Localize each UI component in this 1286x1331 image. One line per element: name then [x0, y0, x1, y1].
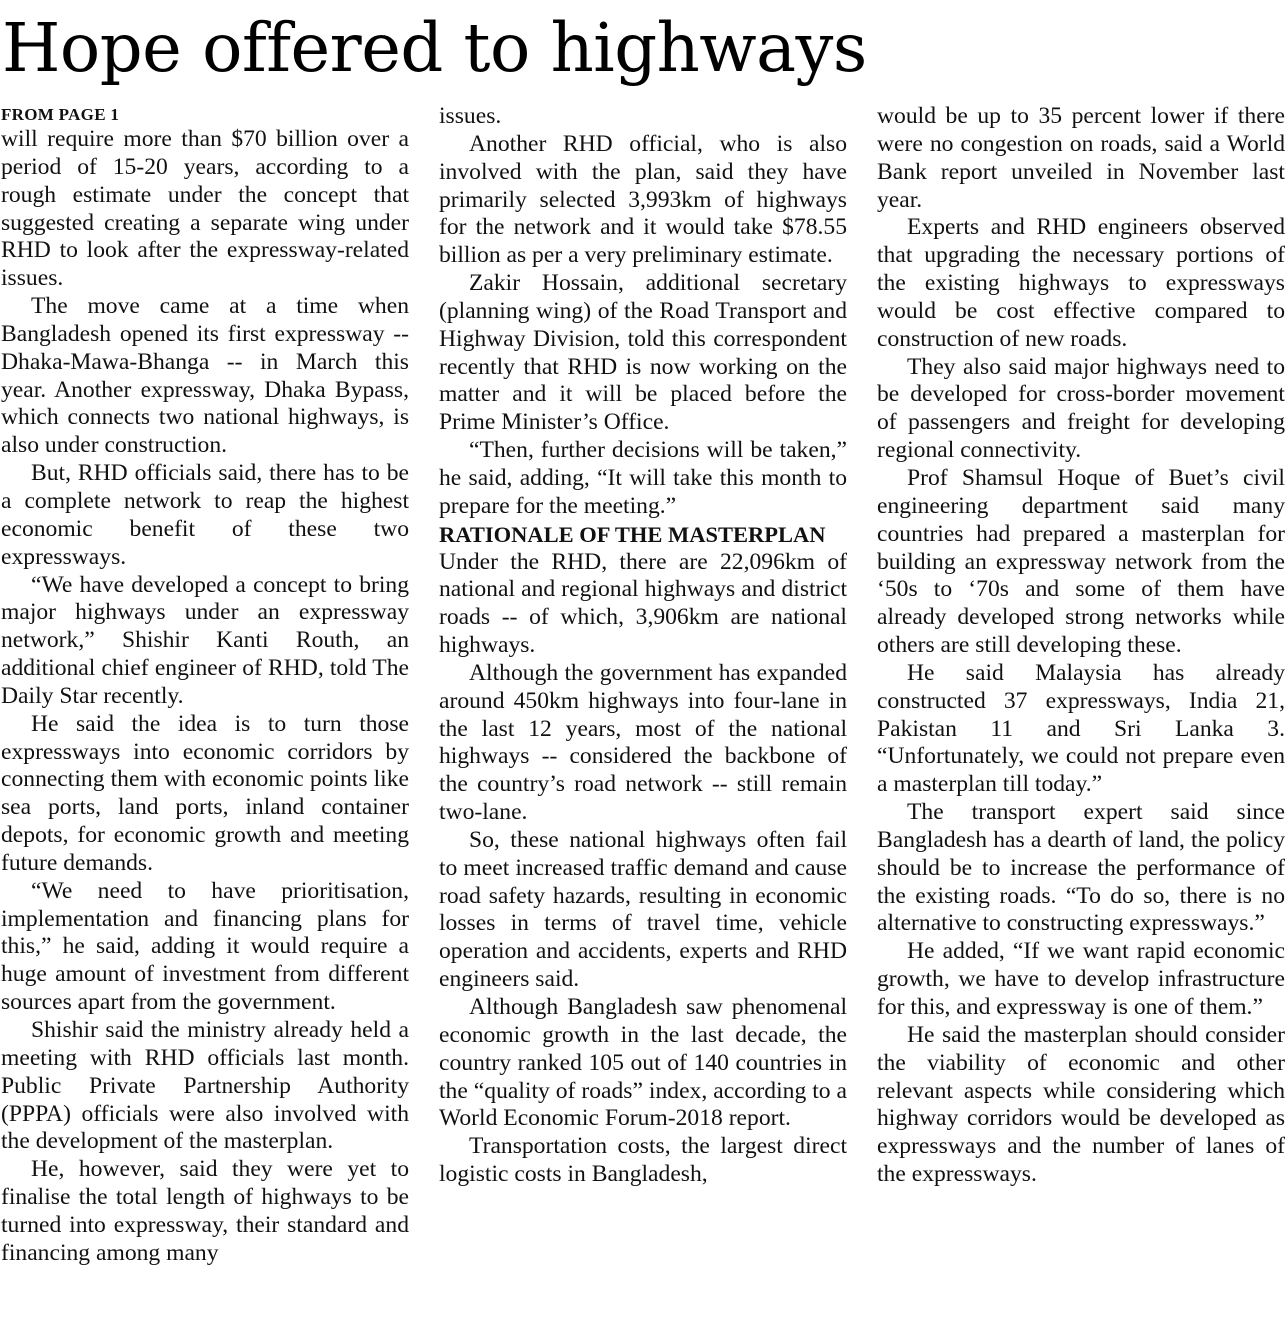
paragraph: Another RHD official, who is also involved with the plan, said they have primarily selected 3,993km of highways for the network and it would take $78.55 billion as per a very preliminary estimate. [439, 130, 847, 269]
paragraph: He, however, said they were yet to finalise the total length of highways to be turned into expressway, their standard and financing among many [1, 1156, 409, 1266]
section-subhead: RATIONALE OF THE MASTERPLAN [439, 521, 826, 547]
paragraph: Experts and RHD engineers observed that upgrading the necessary portions of the existing highways to expressways would be cost effective compared to construction of new roads. [877, 214, 1285, 352]
paragraph: The transport expert said since Bangladesh has a dearth of land, the policy should be to increase the performance of the existing roads. “To do so, there is no alternative to constructing expressways.” [877, 799, 1285, 937]
paragraph: He added, “If we want rapid economic growth, we have to develop infrastructure for this, and expressway is one of them.” [877, 938, 1285, 1020]
paragraph: issues. [439, 103, 502, 129]
paragraph: will require more than $70 billion over a period of 15-20 years, according to a rough estimate under the concept that suggested creating a separate wing under RHD to look after the expressway-related issues. [1, 126, 409, 292]
paragraph: “Then, further decisions will be taken,” he said, adding, “It will take this month to prepare for the meeting.” [439, 437, 847, 519]
paragraph: Although the government has expanded around 450km highways into four-lane in the last 12 years, most of the national highways -- considered the backbone of the country’s road network -- still remain two-lane. [439, 659, 847, 826]
paragraph: Transportation costs, the largest direct logistic costs in Bangladesh, [439, 1133, 847, 1188]
paragraph: would be up to 35 percent lower if there were no congestion on roads, said a World Bank report unveiled in November last year. [877, 103, 1285, 213]
paragraph: Under the RHD, there are 22,096km of national and regional highways and district roads -- of which, 3,906km are national highways. [439, 548, 847, 659]
paragraph: Zakir Hossain, additional secretary (planning wing) of the Road Transport and Highway Division, told this correspondent recently that RHD is now working on the matter and it will be placed before the Prime Minister’s Office. [439, 270, 847, 436]
paragraph: Although Bangladesh saw phenomenal economic growth in the last decade, the country ranked 105 out of 140 countries in the “quality of roads” index, according to a World Economic Forum-2018 report. [439, 994, 847, 1132]
paragraph: Shishir said the ministry already held a meeting with RHD officials last month. Public Private Partnership Authority (PPPA) officials were also involved with the development of the masterplan. [1, 1017, 409, 1155]
headline: Hope offered to highways [2, 9, 867, 87]
paragraph: He said the idea is to turn those expressways into economic corridors by connecting them with economic points like sea ports, land ports, inland container depots, for economic growth and meeting future demands. [1, 710, 409, 876]
article-column-3 [877, 103, 1285, 1329]
paragraph: He said Malaysia has already constructed 37 expressways, India 21, Pakistan 11 and Sri Lanka 3. “Unfortunately, we could not prepare even a masterplan till today.” [877, 659, 1285, 798]
paragraph: Prof Shamsul Hoque of Buet’s civil engineering department said many countries had prepared a masterplan for building an expressway network from the ‘50s to ‘70s and some of them have already developed strong networks while others are still developing these. [877, 464, 1285, 659]
article-column-2 [439, 103, 847, 1329]
paragraph: The move came at a time when Bangladesh opened its first expressway -- Dhaka-Mawa-Bhanga -- in March this year. Another expressway, Dhaka Bypass, which connects two national highways, is also under construction. [1, 293, 409, 459]
article-column-1 [1, 103, 409, 1329]
paragraph: So, these national highways often fail to meet increased traffic demand and cause road safety hazards, resulting in economic losses in terms of travel time, vehicle operation and accidents, experts and RHD engineers said. [439, 826, 847, 993]
paragraph: He said the masterplan should consider the viability of economic and other relevant aspects while considering which highway corridors would be developed as expressways and the number of lanes of the expressways. [877, 1021, 1285, 1188]
paragraph: But, RHD officials said, there has to be a complete network to reap the highest economic benefit of these two expressways. [1, 460, 409, 570]
continued-from-label: FROM PAGE 1 [1, 105, 120, 124]
paragraph: “We have developed a concept to bring major highways under an expressway network,” Shishir Kanti Routh, an additional chief engineer of RHD, told The Daily Star recently. [1, 571, 409, 709]
paragraph: They also said major highways need to be developed for cross-border movement of passengers and freight for developing regional connectivity. [877, 353, 1285, 464]
paragraph: “We need to have prioritisation, implementation and financing plans for this,” he said, adding it would require a huge amount of investment from different sources apart from the government. [1, 877, 409, 1016]
